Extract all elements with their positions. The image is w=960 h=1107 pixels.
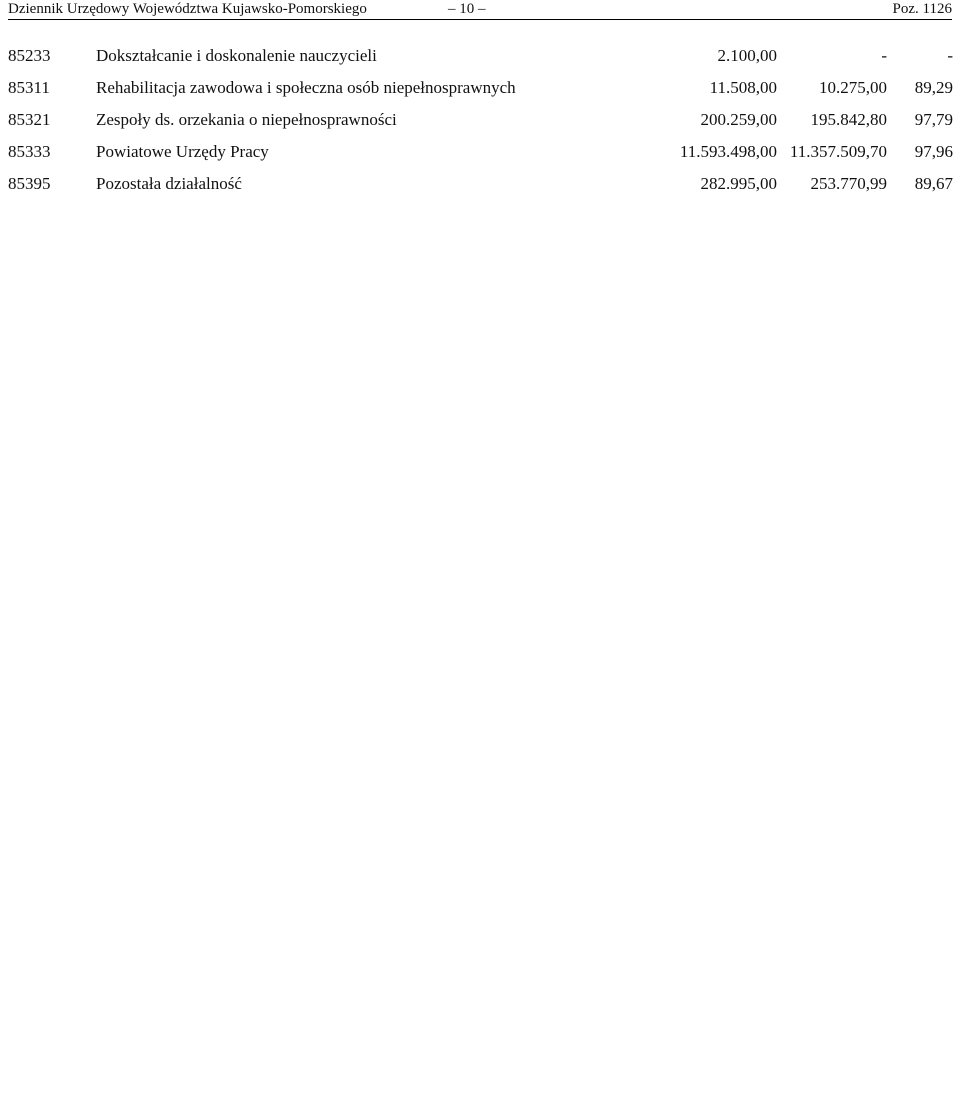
execution-percent: 97,96 bbox=[914, 142, 953, 161]
section-name: Pozostała działalność bbox=[96, 174, 242, 193]
section-code: 85311 bbox=[8, 78, 50, 97]
executed-amount: 10.275,00 bbox=[819, 78, 887, 97]
plan-amount: 200.259,00 bbox=[700, 110, 777, 129]
section-code: 85321 bbox=[8, 110, 51, 129]
page-number: – 10 – bbox=[448, 1, 486, 17]
table-row bbox=[8, 40, 953, 72]
budget-table bbox=[8, 40, 953, 200]
executed-amount: 11.357.509,70 bbox=[789, 142, 887, 161]
section-code: 85395 bbox=[8, 174, 51, 193]
section-name: Dokształcanie i doskonalenie nauczycieli bbox=[96, 46, 377, 65]
section-code: 85333 bbox=[8, 142, 51, 161]
table-row bbox=[8, 136, 953, 168]
section-name: Zespoły ds. orzekania o niepełnosprawności bbox=[96, 110, 397, 129]
section-code: 85233 bbox=[8, 46, 51, 65]
section-name: Powiatowe Urzędy Pracy bbox=[96, 142, 269, 161]
journal-title: Dziennik Urzędowy Województwa Kujawsko-Pomorskiego bbox=[8, 1, 367, 17]
plan-amount: 282.995,00 bbox=[700, 174, 777, 193]
position-number: Poz. 1126 bbox=[892, 1, 952, 17]
executed-amount: 253.770,99 bbox=[810, 174, 887, 193]
plan-amount: 11.508,00 bbox=[709, 78, 777, 97]
section-name: Rehabilitacja zawodowa i społeczna osób niepełnosprawnych bbox=[96, 78, 516, 97]
table-row bbox=[8, 168, 953, 200]
plan-amount: 11.593.498,00 bbox=[679, 142, 777, 161]
plan-amount: 2.100,00 bbox=[717, 46, 777, 65]
execution-percent: 89,29 bbox=[914, 78, 953, 97]
table-row bbox=[8, 72, 953, 104]
execution-percent: 97,79 bbox=[914, 110, 953, 129]
execution-percent: - bbox=[947, 46, 953, 65]
table-row bbox=[8, 104, 953, 136]
executed-amount: 195.842,80 bbox=[810, 110, 887, 129]
page-header bbox=[8, 0, 952, 20]
execution-percent: 89,67 bbox=[914, 174, 953, 193]
executed-amount: - bbox=[881, 46, 887, 65]
